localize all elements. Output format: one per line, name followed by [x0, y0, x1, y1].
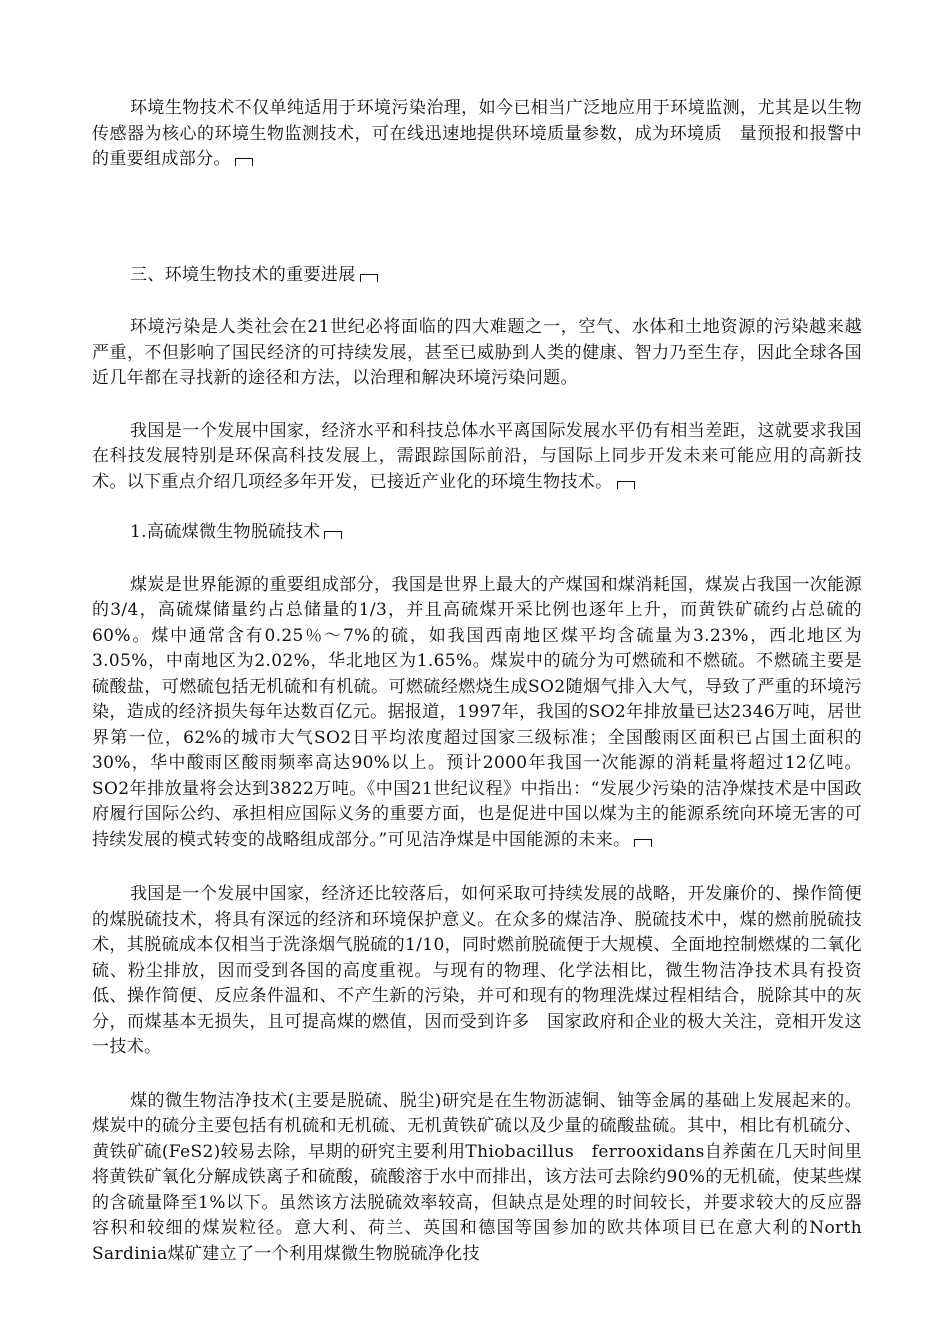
paragraph-mark-icon	[360, 274, 378, 282]
paragraph-text: 环境生物技术不仅单纯适用于环境污染治理，如今已相当广泛地应用于环境监测，尤其是以生物传感器为核心的环境生物监测技术，可在线迅速地提供环境质量参数，成为环境质 量预报和报警中的重要组成部分。	[92, 98, 862, 169]
subsection-heading-coal-desulfurization	[92, 520, 862, 546]
paragraph-environmental-monitoring	[92, 96, 862, 173]
paragraph-mark-icon	[324, 531, 342, 539]
paragraph-mark-icon	[634, 839, 652, 847]
paragraph-text: 环境污染是人类社会在21世纪必将面临的四大难题之一，空气、水体和土地资源的污染越来越严重，不但影响了国民经济的可持续发展，甚至已威胁到人类的健康、智力乃至生存，因此全球各国近几年都在寻找新的途径和方法，以治理和解决环境污染问题。	[92, 317, 862, 388]
paragraph-text: 煤的微生物洁净技术(主要是脱硫、脱尘)研究是在生物沥滤铜、铀等金属的基础上发展起来的。煤炭中的硫分主要包括有机硫和无机硫、无机黄铁矿硫以及少量的硫酸盐硫。其中，相比有机硫分、黄铁矿硫(FeS2)较易去除，早期的研究主要利用Thiobacillus ferrooxidans自养菌在几天时间里将黄铁矿氧化分解成铁离子和硫酸，硫酸溶于水中而排出，该方法可去除约90%的无机硫，使某些煤的含硫量降至1%以下。虽然该方法脱硫效率较高，但缺点是处理的时间较长，并要求较大的反应器容积和较细的煤炭粒径。意大利、荷兰、英国和德国等国参加的欧共体项目已在意大利的North Sardinia煤矿建立了一个利用煤微生物脱硫净化技	[92, 1090, 880, 1264]
paragraph-text: 煤炭是世界能源的重要组成部分，我国是世界上最大的产煤国和煤消耗国，煤炭占我国一次能源的3/4，高硫煤储量约占总储量的1/3，并且高硫煤开采比例也逐年上升，而黄铁矿硫约占总硫的60%。煤中通常含有0.25％～7%的硫，如我国西南地区煤平均含硫量为3.23%，西北地区为3.05%，中南地区为2.02%，华北地区为1.65%。煤炭中的硫分为可燃硫和不燃硫。不燃硫主要是硫酸盐，可燃硫包括无机硫和有机硫。可燃硫经燃烧生成SO2随烟气排入大气，导致了严重的环境污染，造成的经济损失每年达数百亿元。据报道，1997年，我国的SO2年排放量已达2346万吨，居世界第一位，62%的城市大气SO2日平均浓度超过国家三级标准；全国酸雨区面积已占国土面积的30%，华中酸雨区酸雨频率高达90%以上。预计2000年我国一次能源的消耗量将超过12亿吨。SO2年排放量将会达到3822万吨。《中国21世纪议程》中指出：“发展少污染的洁净煤技术是中国政府履行国际公约、承担相应国际义务的重要方面，也是促进中国以煤为主的能源系统向环境无害的可持续发展的模式转变的战略组成部分。”可见洁净煤是中国能源的未来。	[92, 574, 862, 850]
section-heading-progress	[92, 263, 862, 289]
paragraph-microbial-clean-coal	[92, 1089, 880, 1268]
paragraph-pollution-challenge	[92, 315, 862, 392]
paragraph-mark-icon	[617, 481, 635, 489]
paragraph-text: 我国是一个发展中国家，经济还比较落后，如何采取可持续发展的战略，开发廉价的、操作简便的煤脱硫技术，将具有深远的经济和环境保护意义。在众多的煤洁净、脱硫技术中，煤的燃前脱硫技术，其脱硫成本仅相当于洗涤烟气脱硫的1/10，同时燃前脱硫便于大规模、全面地控制燃煤的二氧化硫、粉尘排放，因而受到各国的高度重视。与现有的物理、化学法相比，微生物洁净技术具有投资低、操作简便、反应条件温和、不产生新的污染，并可和现有的物理洗煤过程相结合，脱除其中的灰分，而煤基本无损失，且可提高煤的燃值，因而受到许多 国家政府和企业的极大关注，竞相开发这一技术。	[92, 884, 862, 1057]
paragraph-text: 我国是一个发展中国家，经济水平和科技总体水平离国际发展水平仍有相当差距，这就要求我国在科技发展特别是环保高科技发展上，需跟踪国际前沿，与国际上同步开发未来可能应用的高新技术。以下重点介绍几项经多年开发，已接近产业化的环境生物技术。	[92, 420, 862, 492]
heading-text: 1.高硫煤微生物脱硫技术	[130, 522, 321, 542]
paragraph-mark-icon	[235, 158, 253, 166]
document-page	[92, 96, 880, 1267]
paragraph-desulfurization-strategy	[92, 882, 862, 1061]
paragraph-china-development	[92, 419, 862, 496]
paragraph-coal-energy	[92, 573, 862, 854]
heading-text: 三、环境生物技术的重要进展	[130, 264, 356, 285]
